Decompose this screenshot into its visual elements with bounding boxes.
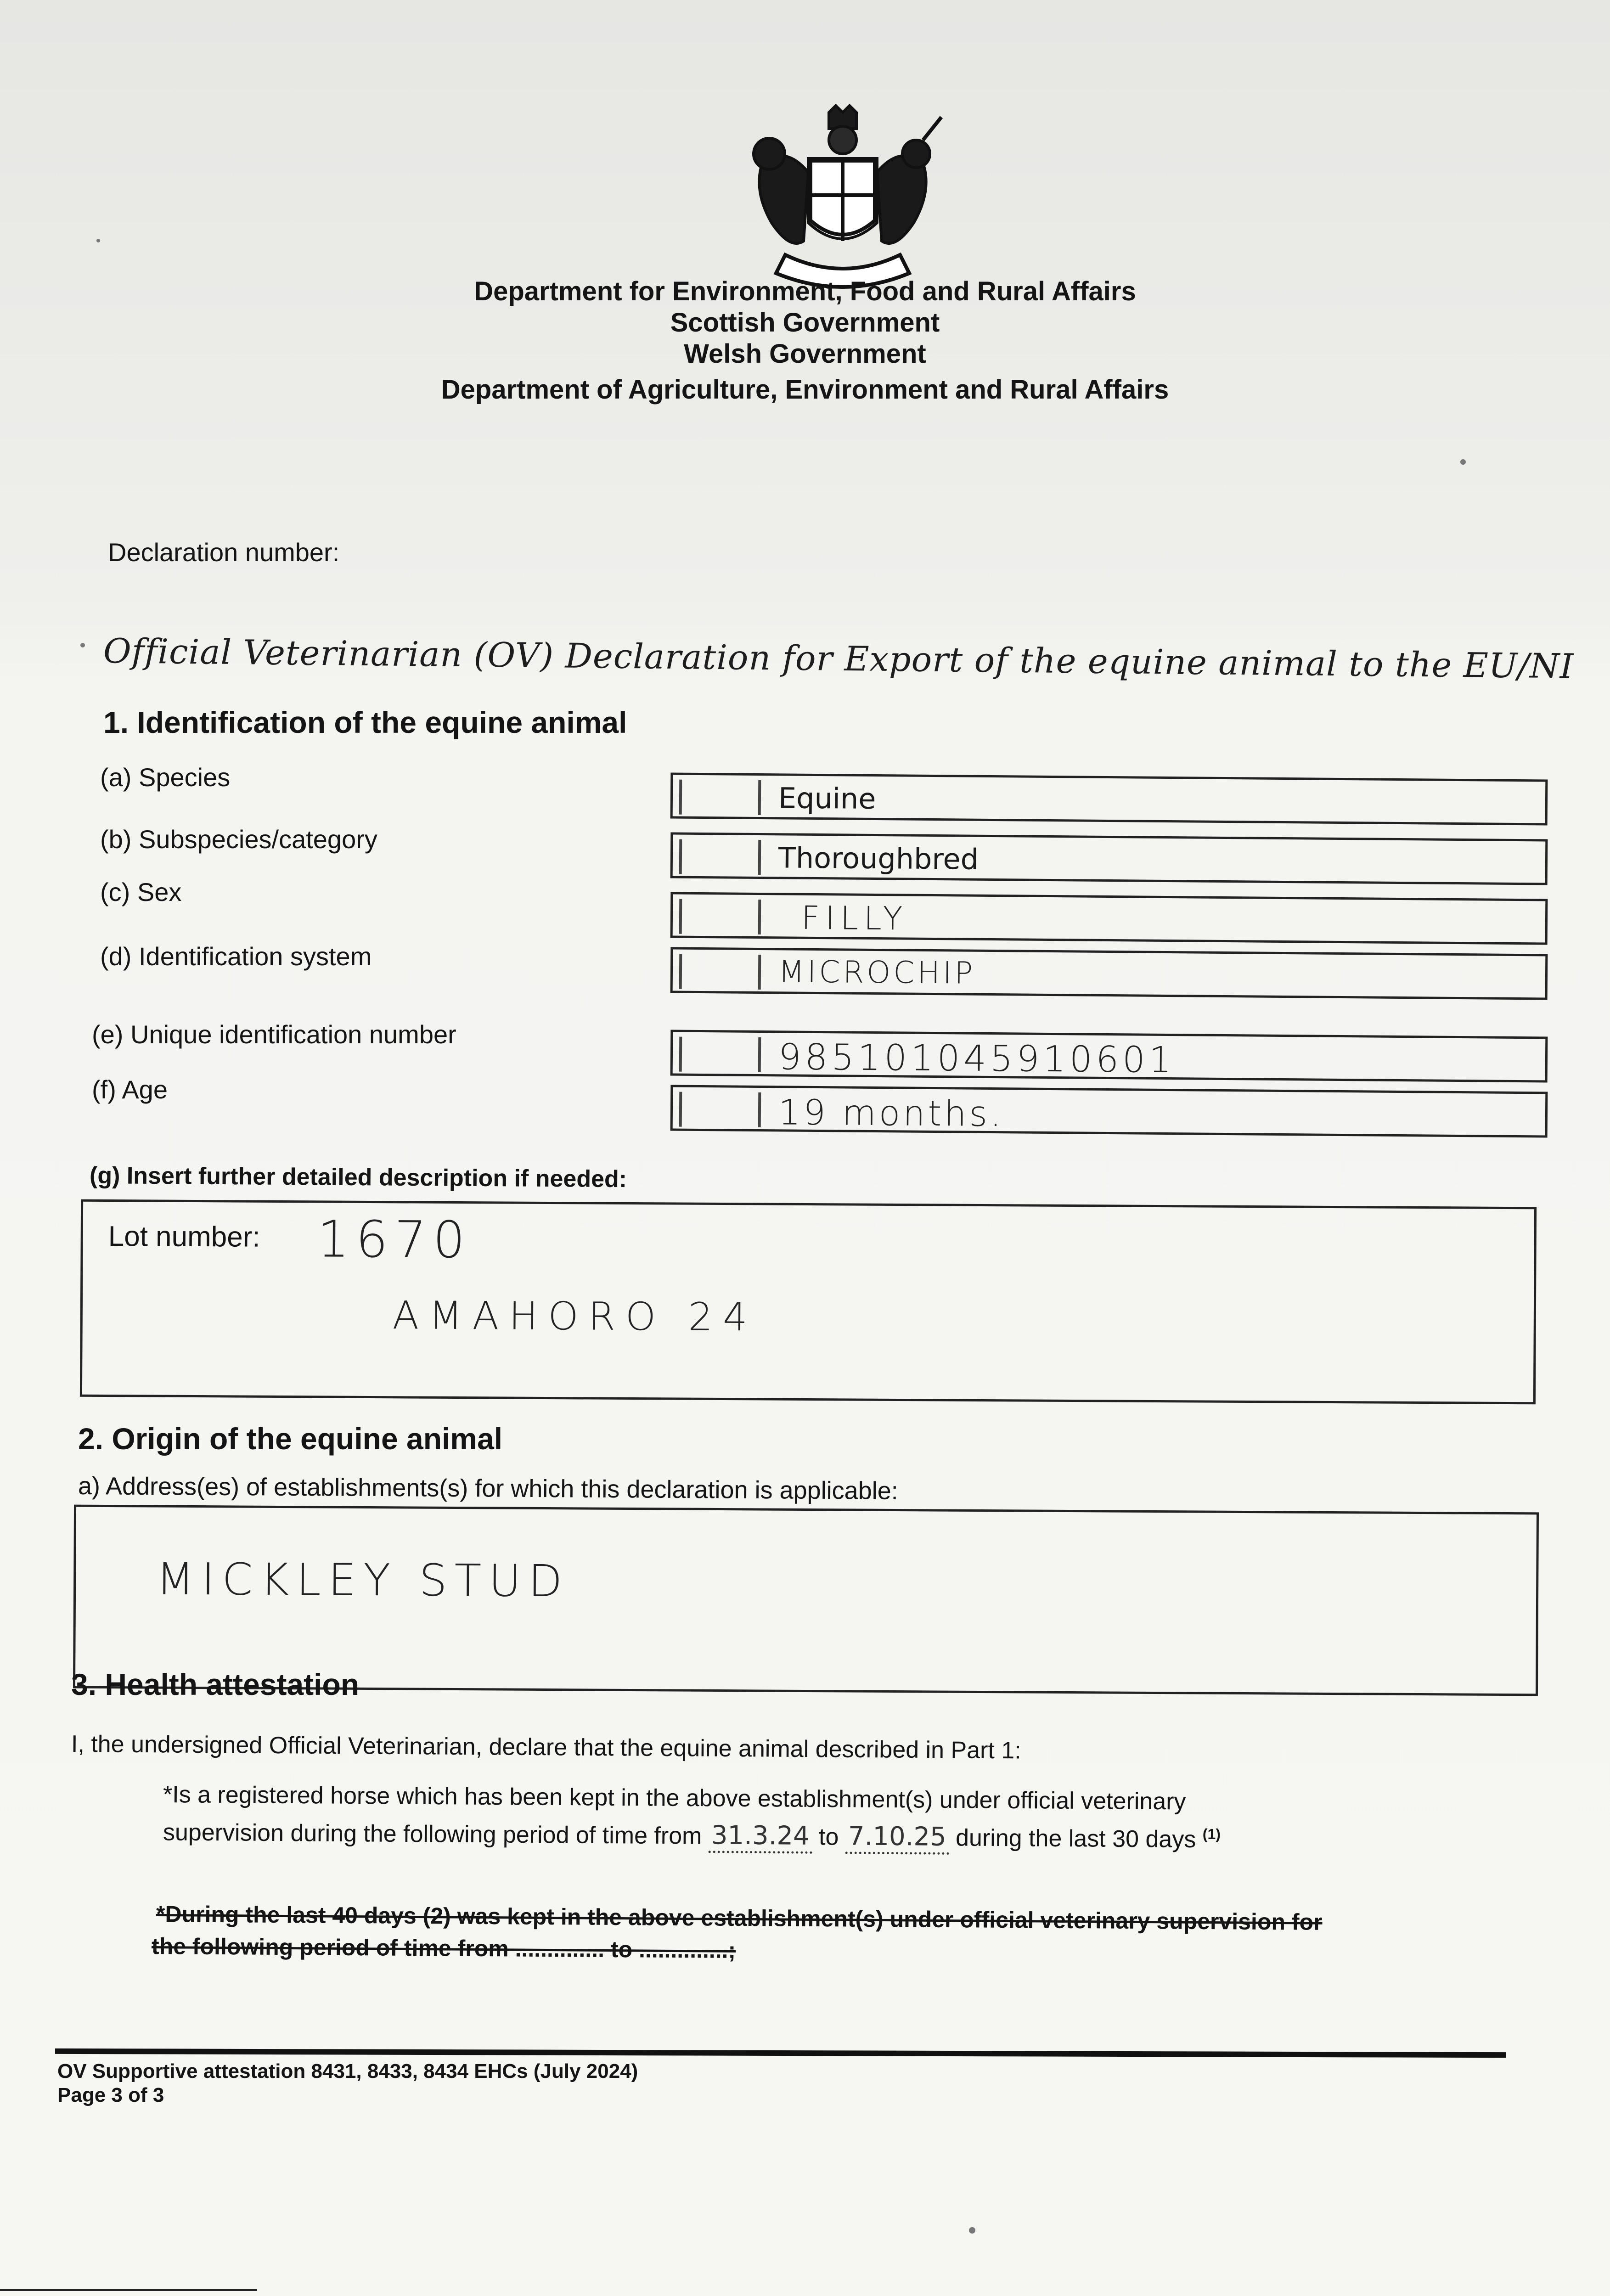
to-date-value: 7.10.25 (845, 1822, 949, 1855)
sex-value: FILLY (801, 899, 908, 938)
health-attestation-intro: I, the undersigned Official Veterinarian, declare that the equine animal described in Part 1: (71, 1731, 1021, 1764)
field-label-age: (f) Age (92, 1075, 168, 1104)
footnote-marker: (1) (1202, 1825, 1221, 1843)
dept-defra: Department for Environment, Food and Rural Affairs (474, 276, 1136, 306)
clause1-tail: during the last 30 days (955, 1824, 1196, 1853)
scan-speck (80, 643, 85, 647)
field-label-subspecies: (b) Subspecies/category (100, 825, 377, 854)
section1-heading: 1. Identification of the equine animal (103, 705, 627, 739)
identification-system-value: MICROCHIP (778, 954, 976, 991)
box-divider (679, 780, 682, 815)
from-date-value: 31.3.24 (709, 1821, 812, 1854)
box-divider (758, 1092, 761, 1127)
footer-page-number: Page 3 of 3 (57, 2084, 164, 2106)
subspecies-field[interactable] (670, 833, 1548, 885)
subspecies-value: Thoroughbred (778, 841, 979, 876)
dept-daera: Department of Agriculture, Environment and Rural Affairs (441, 375, 1169, 405)
clause1-line2 (163, 1812, 1221, 1857)
box-divider (679, 1092, 682, 1127)
declaration-number-label: Declaration number: (108, 538, 340, 567)
royal-coat-of-arms-icon (735, 103, 951, 296)
species-value: Equine (778, 781, 876, 816)
clause1-line1: *Is a registered horse which has been kept in the above establishment(s) under official veterinary (163, 1781, 1186, 1815)
to-word: to (818, 1823, 839, 1851)
further-description-label: (g) Insert further detailed description if needed: (89, 1162, 627, 1193)
section2-heading: 2. Origin of the equine animal (78, 1422, 503, 1456)
sex-field[interactable] (670, 892, 1548, 945)
address-label: a) Address(es) of establishments(s) for which this declaration is applicable: (78, 1472, 898, 1505)
scan-speck (96, 239, 100, 242)
age-value: 19 months. (778, 1092, 1004, 1135)
identification-system-field[interactable] (670, 947, 1548, 1000)
dept-scottish-government: Scottish Government (670, 308, 940, 338)
lot-number-value: 1670 (317, 1210, 472, 1270)
box-divider (758, 780, 761, 815)
box-divider (679, 1037, 682, 1072)
box-divider (758, 900, 761, 934)
box-divider (758, 1037, 761, 1072)
box-divider (679, 899, 682, 934)
section3-heading: 3. Health attestation (71, 1667, 360, 1701)
box-divider (758, 840, 761, 875)
species-field[interactable] (670, 773, 1548, 826)
clause1-text: supervision during the following period of time from (163, 1819, 702, 1850)
form-title: Official Veterinarian (OV) Declaration for Export of the equine animal to the EU/NI (103, 631, 1574, 687)
box-divider (758, 955, 761, 990)
further-description-box[interactable] (80, 1199, 1537, 1405)
horse-name-value: AMAHORO 24 (392, 1293, 758, 1340)
clause2-line1-struck: *During the last 40 days (2) was kept in the above establishment(s) under official veterinary supervision for (156, 1901, 1323, 1935)
dept-welsh-government: Welsh Government (684, 339, 926, 369)
field-label-sex: (c) Sex (100, 878, 182, 906)
address-value: MICKLEY STUD (156, 1553, 570, 1607)
unique-id-field[interactable] (670, 1030, 1548, 1083)
clause2-line2-struck: the following period of time from .............. to ..............; (151, 1933, 736, 1963)
scan-speck (969, 2227, 975, 2234)
scan-speck (1460, 459, 1466, 465)
box-divider (679, 954, 682, 989)
field-label-identification-system: (d) Identification system (100, 942, 372, 971)
lot-number-label: Lot number: (108, 1221, 260, 1253)
unique-id-value: 985101045910601 (778, 1036, 1176, 1081)
box-divider (679, 839, 682, 874)
age-field[interactable] (670, 1085, 1548, 1138)
field-label-unique-id: (e) Unique identification number (92, 1020, 456, 1049)
field-label-species: (a) Species (100, 763, 231, 792)
bottom-edge-line (0, 2289, 257, 2291)
footer-attestation-ref: OV Supportive attestation 8431, 8433, 8434 EHCs (July 2024) (57, 2060, 638, 2082)
